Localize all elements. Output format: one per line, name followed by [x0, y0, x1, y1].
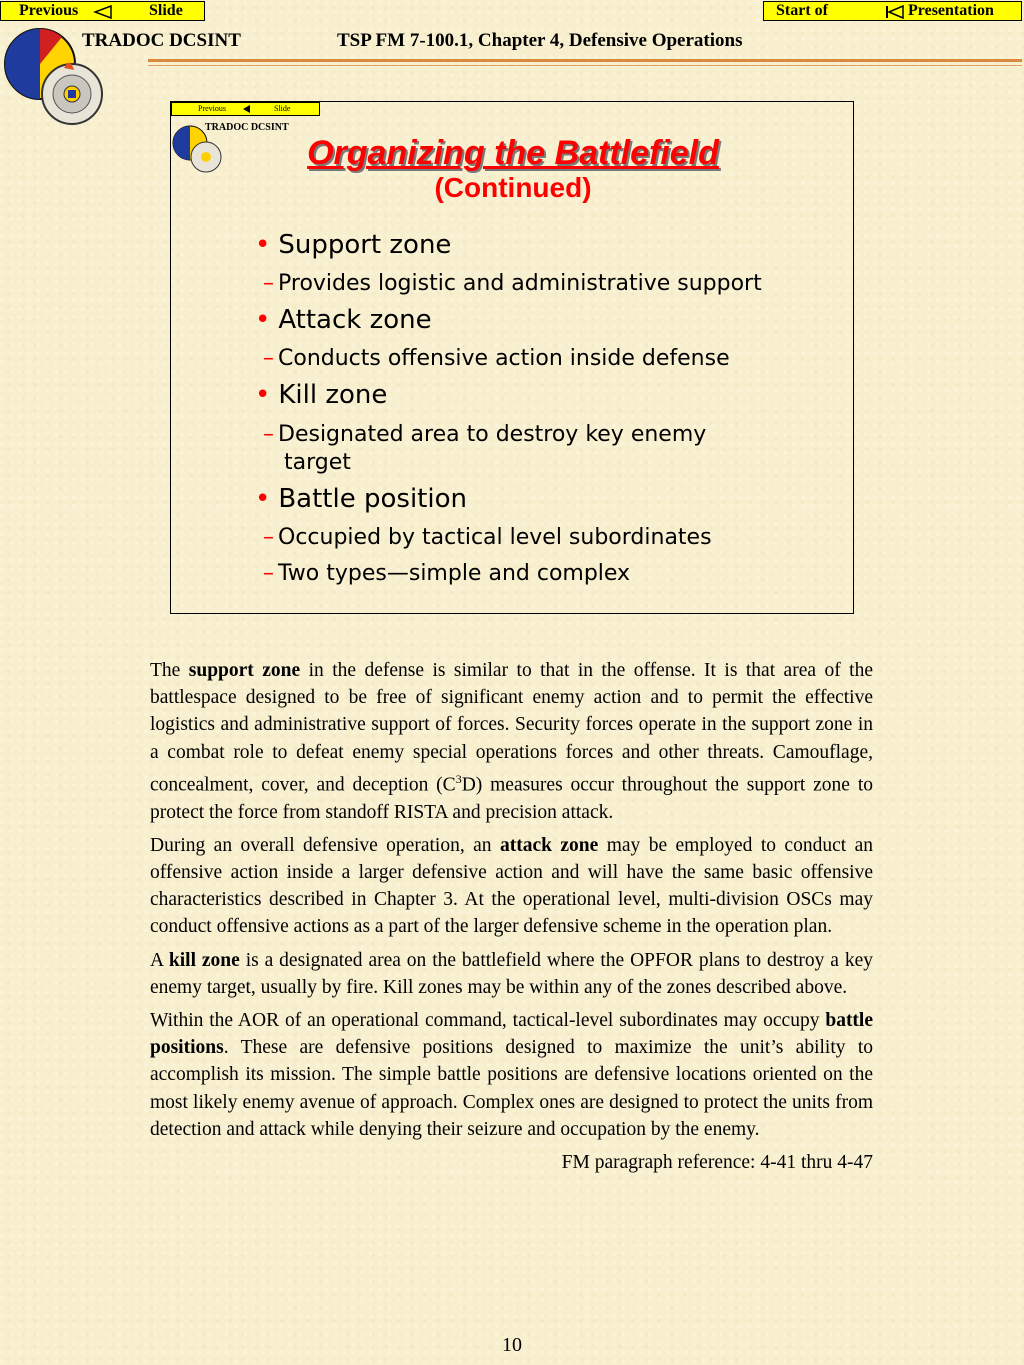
bullet-support-zone: • Support zone [255, 230, 452, 260]
sub-bullet: – Designated area to destroy key enemy [263, 422, 707, 447]
sub-bullet-continued: target [284, 450, 351, 475]
slide-subtitle: (Continued) [434, 172, 592, 203]
bullet-battle-position: • Battle position [255, 484, 467, 514]
sub-bullet: – Conducts offensive action inside defense [263, 346, 730, 371]
sub-bullet: – Occupied by tactical level subordinates [263, 525, 712, 550]
left-arrow-icon [93, 5, 113, 19]
slide-thumbnail [170, 101, 854, 614]
start-of-label: Start of [776, 2, 828, 19]
header-rule [148, 59, 1022, 62]
page-number: 10 [502, 1334, 522, 1356]
start-of-presentation-button[interactable] [763, 1, 1022, 21]
mini-left-arrow-icon [242, 105, 251, 113]
mini-nav-bar [171, 102, 320, 116]
previous-label: Previous [19, 2, 79, 19]
header-org: TRADOC DCSINT [82, 30, 241, 51]
notes-text [150, 657, 873, 1182]
mini-slide-label: Slide [274, 104, 291, 113]
previous-slide-button[interactable] [0, 1, 205, 21]
fm-reference: FM paragraph reference: 4-41 thru 4-47 [561, 1151, 873, 1173]
header-title: TSP FM 7-100.1, Chapter 4, Defensive Operations [337, 30, 743, 51]
slide-label: Slide [149, 2, 183, 19]
sub-bullet: – Two types—simple and complex [263, 561, 631, 586]
sub-bullet: – Provides logistic and administrative support [263, 271, 762, 296]
slide-title: Organizing the Battlefield [307, 134, 719, 172]
mini-previous-label: Previous [198, 104, 226, 113]
paragraph-attack-zone: During an overall defensive operation, an attack zone may be employed to conduct an offensive action inside a larger defensive action and will have the same basic offensive characteristics described in Chapter 3. At the operational level, multi-division OSCs may conduct offensive actions as a part of the larger defensive scheme in the operation plan. [150, 834, 873, 938]
paragraph-kill-zone: A kill zone is a designated area on the battlefield where the OPFOR plans to destroy a key enemy target, usually by fire. Kill zones may be within any of the zones described above. [150, 949, 873, 998]
paragraph-support-zone: The support zone in the defense is similar to that in the offense. It is that area of the battlespace designed to be free of significant enemy action and to permit the effective logistics and administrative support of forces. Security forces operate in the support zone in a combat role to defeat enemy special operations forces and other threats. Camouflage, concealment, cover, and deception $(C^3D)$ measures occur throughout the support zone to protect the force from standoff RISTA and precision attack. [150, 660, 873, 823]
slide-org: TRADOC DCSINT [205, 122, 289, 133]
header-rule-thin [148, 65, 1022, 66]
paragraph-battle-positions: Within the AOR of an operational command, tactical-level subordinates may occupy battle positions. These are defensive positions designed to maximize the unit’s ability to accomplish its mission. The simple battle positions are defensive locations oriented on the most likely enemy avenue of approach. Complex ones are designed to protect the units from detection and attack while denying their seizure and occupation by the enemy. [150, 1009, 873, 1140]
presentation-label: Presentation [908, 2, 994, 19]
bullet-kill-zone: • Kill zone [255, 380, 388, 410]
bullet-attack-zone: • Attack zone [255, 305, 432, 335]
first-slide-icon [884, 5, 906, 19]
